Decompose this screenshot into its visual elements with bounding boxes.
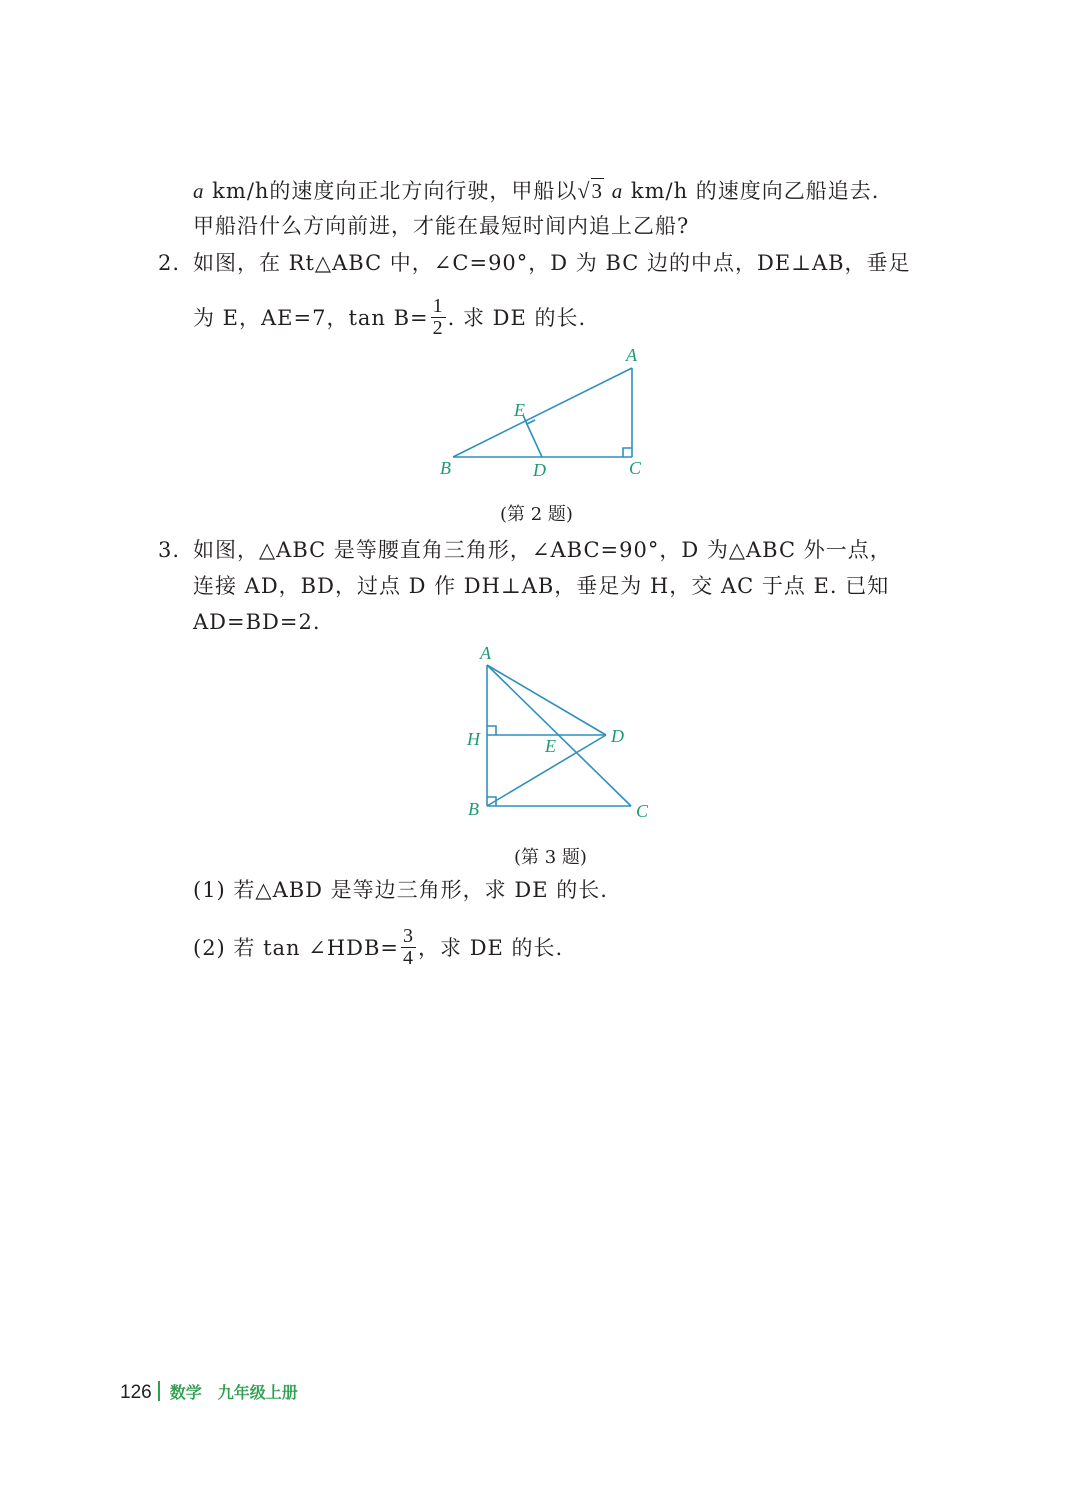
problem3-sub2-text-b: ，求 DE 的长. — [418, 936, 564, 960]
label-e: E — [514, 400, 525, 420]
problem3-number: 3. — [158, 538, 181, 562]
right-angle-mark-h — [487, 726, 496, 735]
page-footer — [120, 1380, 298, 1404]
fraction-numerator-3: 3 — [403, 925, 415, 947]
label-a: A — [626, 345, 637, 365]
problem2-caption: (第 2 题) — [500, 504, 573, 525]
fraction-three-quarters — [401, 926, 416, 969]
label-b: B — [440, 458, 451, 478]
label-c-3: C — [636, 801, 649, 821]
segment-ad — [487, 665, 606, 735]
var-a-2: a — [611, 179, 624, 203]
label-h-3: H — [467, 729, 480, 749]
problem3-caption: (第 3 题) — [514, 847, 587, 868]
problem3-sub1: (1) 若△ABD 是等边三角形，求 DE 的长. — [193, 878, 608, 902]
label-d: D — [533, 460, 546, 480]
label-b-3: B — [468, 799, 479, 819]
segment-de — [526, 422, 542, 457]
sqrt-value: 3 — [591, 179, 603, 203]
label-c: C — [629, 458, 642, 478]
label-d-3: D — [611, 726, 624, 746]
problem2-text-b: . 求 DE 的长. — [447, 306, 587, 330]
problem2-number: 2. — [158, 251, 181, 275]
problem2-line1: 如图，在 Rt△ABC 中，∠C=90°，D 为 BC 边的中点，DE⊥AB，垂足 — [193, 251, 911, 275]
right-angle-mark-c — [623, 448, 632, 457]
label-a-3: A — [480, 643, 491, 663]
book-title: 数学 九年级上册 — [169, 1383, 298, 1402]
sqrt-expression: √3 — [577, 178, 603, 203]
problem3-line2: 连接 AD，BD，过点 D 作 DH⊥AB，垂足为 H，交 AC 于点 E. 已知 — [193, 574, 890, 598]
problem1-text-b: km/h 的速度向乙船追去. — [623, 179, 880, 203]
page-number: 126 — [120, 1382, 152, 1403]
label-e-3: E — [545, 736, 556, 756]
var-a: a — [193, 179, 205, 203]
footer-divider — [158, 1381, 160, 1401]
problem3-sub2-text-a: (2) 若 tan ∠HDB= — [193, 936, 400, 960]
fraction-denominator-4: 4 — [403, 947, 415, 969]
problem1-text-a: km/h的速度向正北方向行驶，甲船以 — [204, 179, 578, 203]
problem1-line2: 甲船沿什么方向前进，才能在最短时间内追上乙船? — [193, 214, 690, 238]
fraction-numerator: 1 — [432, 295, 444, 317]
problem3-sub2 — [193, 925, 564, 971]
segment-ba — [453, 368, 632, 457]
problem3-line1: 如图，△ABC 是等腰直角三角形，∠ABC=90°，D 为△ABC 外一点， — [193, 538, 892, 562]
problem3-line3: AD=BD=2. — [193, 610, 321, 634]
fraction-denominator: 2 — [432, 317, 444, 339]
problem2-text-a: 为 E，AE=7，tan B= — [193, 306, 429, 330]
